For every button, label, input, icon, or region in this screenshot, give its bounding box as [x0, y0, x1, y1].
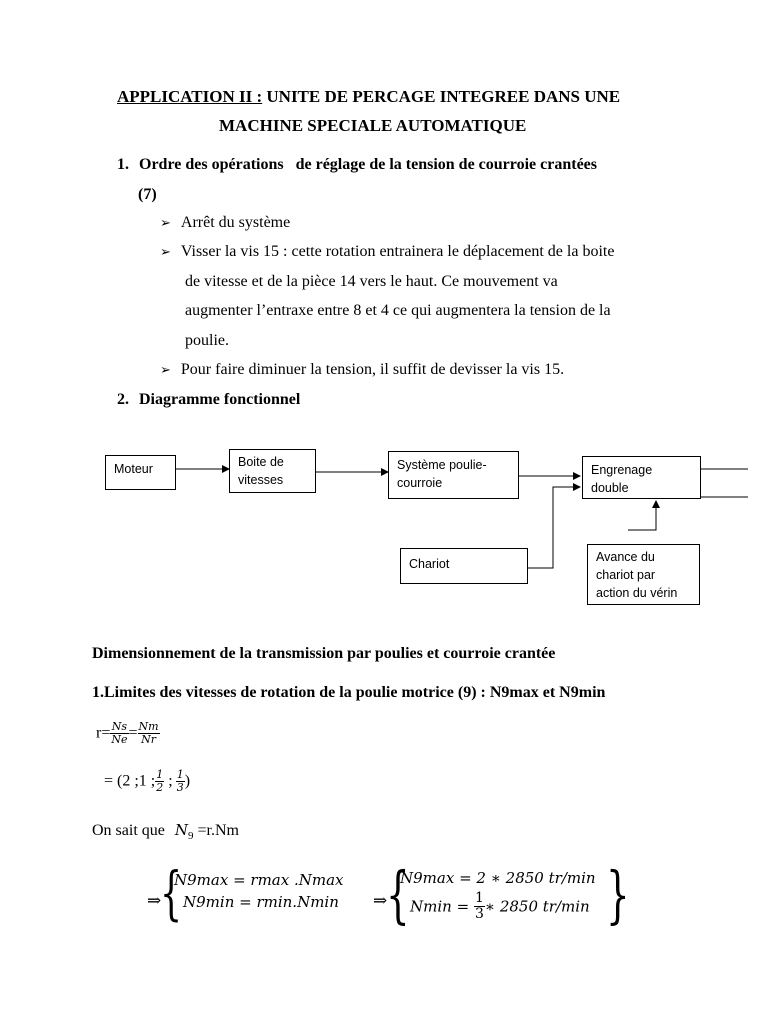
bullet-2-line3: augmenter l’entraxe entre 8 et 4 ce qui augmentera la tension de la [185, 302, 611, 319]
bullet-1-text: Arrêt du système [180, 214, 291, 231]
numerator-1b: 1 [176, 768, 184, 781]
numerator-1: 1 [156, 768, 164, 781]
right-brace-2: } [606, 858, 630, 931]
arrow-chariot-engrenage [528, 487, 580, 568]
box-boite-label-1: Boite de [238, 455, 284, 469]
dimensionnement-heading: Dimensionnement de la transmission par poulies et courroie crantée [92, 645, 556, 662]
numerator-one: 1 [474, 890, 484, 906]
denominator-2: 2 [156, 781, 164, 794]
bullet-2-line2: de vitesse et de la pièce 14 vers le haut. Ce mouvement va [185, 273, 558, 290]
implies-1: ⇒ [147, 891, 162, 910]
fraction-one-half [155, 769, 164, 794]
fraction-nm-nr [138, 721, 160, 746]
left-brace-2: { [386, 858, 410, 931]
box-boite-de-vitesses [229, 449, 316, 493]
box-avance-chariot [587, 544, 700, 605]
relation-line [92, 821, 239, 842]
title-text-1: UNITE DE PERCAGE INTEGREE DANS UNE [266, 87, 621, 106]
box-systeme-label-2: courroie [397, 476, 443, 490]
box-chariot [400, 548, 528, 584]
arrow-bullet-icon: ➢ [160, 362, 171, 377]
system2-line1: N9max = 2 ∗ 2850 tr/min [400, 869, 596, 887]
denominator-ne: Ne [111, 733, 128, 746]
denominator-nr: Nr [141, 733, 156, 746]
close-paren: ) [184, 772, 191, 790]
numerator-nm: Nm [138, 720, 159, 733]
section2-title: Diagramme fonctionnel [139, 391, 301, 408]
document-title-line2: MACHINE SPECIALE AUTOMATIQUE [219, 116, 527, 135]
denominator-three: 3 [474, 906, 484, 922]
numerator-ns: Ns [111, 720, 128, 733]
box-chariot-label: Chariot [409, 557, 450, 571]
vitesses-heading: 1.Limites des vitesses de rotation de la poulie motrice (9) : N9max et N9min [92, 684, 606, 701]
system1-line2: N9min = rmin.Nmin [183, 893, 339, 911]
box-systeme-poulie-courroie [388, 451, 519, 499]
box-engrenage-label-2: double [591, 481, 629, 495]
implies-2: ⇒ [373, 891, 388, 910]
bullet-2-text: Visser la vis 15 : cette rotation entrainera le déplacement de la boite [180, 243, 615, 260]
title-prefix: APPLICATION II : [117, 87, 263, 106]
box-engrenage-double [582, 456, 701, 499]
on-sait-que: On sait que [92, 822, 165, 839]
box-avance-label-2: chariot par [596, 568, 656, 582]
fraction-one-third-b [474, 891, 485, 922]
section1-title: Ordre des opérations de réglage de la tension de courroie crantées [139, 156, 597, 173]
fraction-one-third [176, 769, 185, 794]
section1-heading-cont: (7) [138, 186, 157, 203]
box-moteur-label: Moteur [114, 462, 153, 476]
arrow-avance-engrenage [628, 501, 656, 530]
left-brace-1: { [160, 859, 183, 927]
section1-number: 1. [117, 156, 129, 173]
ratio-values [104, 769, 190, 794]
bullet-2-line4: poulie. [185, 332, 229, 349]
r-prefix: r= [96, 724, 111, 742]
n9-relation: =r.Nm [193, 822, 239, 839]
box-boite-label-2: vitesses [238, 473, 284, 487]
arrow-bullet-icon: ➢ [160, 244, 171, 259]
box-avance-label-1: Avance du [596, 550, 655, 564]
separator: ; [164, 772, 173, 790]
fraction-ns-ne [110, 721, 128, 746]
n9-symbol: N [174, 821, 188, 839]
values-prefix: = (2 ;1 ; [104, 772, 156, 790]
bullet-3-text: Pour faire diminuer la tension, il suffit de devisser la vis 15. [180, 361, 565, 378]
box-moteur [105, 455, 176, 490]
section2-number: 2. [117, 391, 129, 408]
box-systeme-label-1: Système poulie- [397, 458, 487, 472]
box-avance-label-3: action du vérin [596, 586, 678, 600]
ratio-formula [96, 721, 160, 746]
n9-subscript: 9 [188, 830, 194, 843]
system1-line1: N9max = rmax .Nmax [174, 871, 344, 889]
system2-line2 [410, 891, 590, 922]
equals-sign: = [128, 724, 138, 742]
denominator-3: 3 [176, 781, 184, 794]
system2-rest: ∗ 2850 tr/min [484, 897, 590, 916]
system2-nmin: Nmin = [410, 897, 470, 916]
arrow-bullet-icon: ➢ [160, 215, 171, 230]
box-engrenage-label-1: Engrenage [591, 463, 653, 477]
